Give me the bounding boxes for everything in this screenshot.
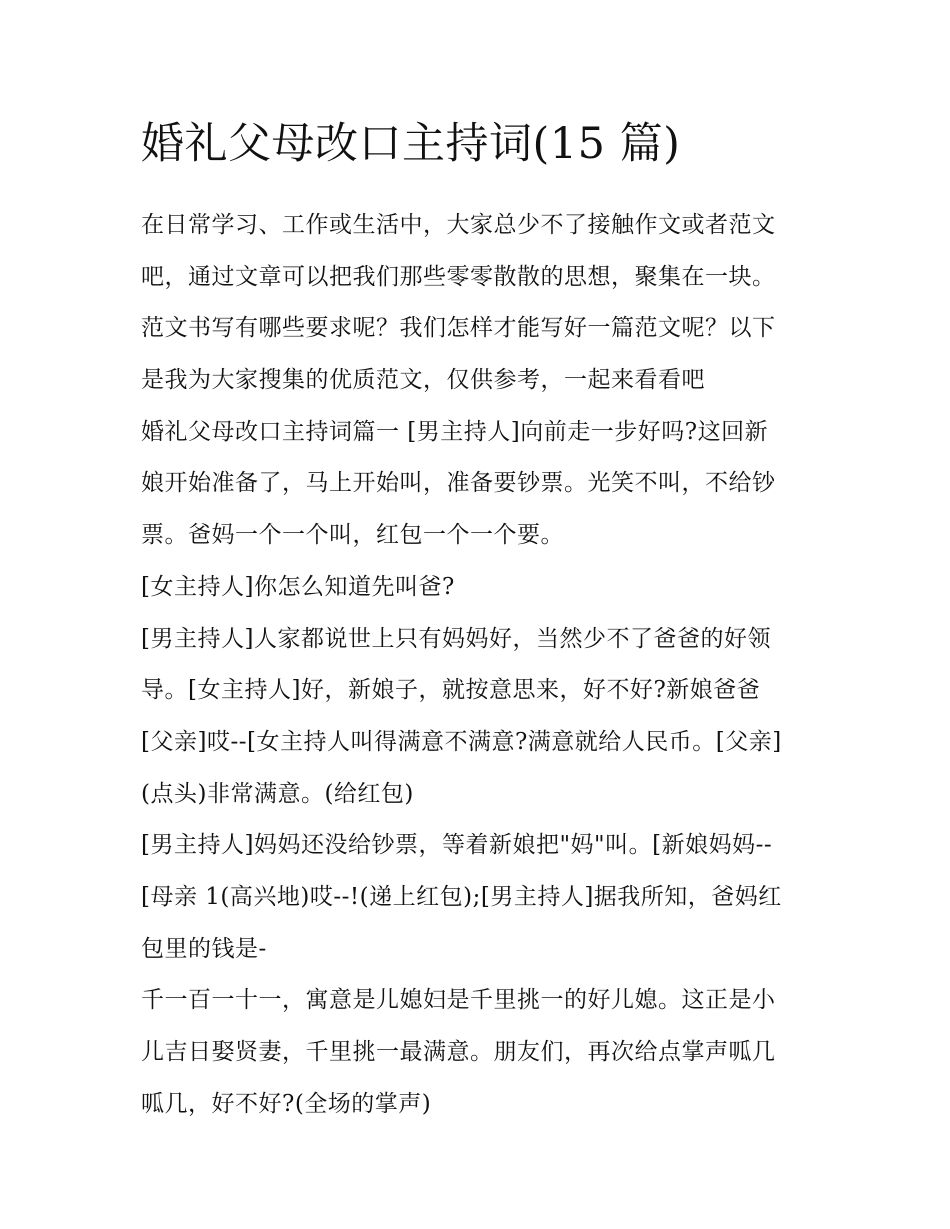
- text-line: [父亲]哎--[女主持人叫得满意不满意?满意就给人民币。[父亲]: [141, 728, 782, 755]
- text-line: [男主持人]妈妈还没给钞票，等着新娘把"妈"叫。[新娘妈妈--: [141, 832, 773, 859]
- document-title: 婚礼父母改口主持词(15 篇): [141, 119, 681, 169]
- text-line: (点头)非常满意。(给红包): [141, 780, 414, 807]
- text-line: 千一百一十一，寓意是儿媳妇是千里挑一的好儿媳。这正是小: [141, 987, 776, 1014]
- text-line: 票。爸妈一个一个叫，红包一个一个要。: [141, 522, 564, 549]
- text-line: [母亲 1(高兴地)哎--!(递上红包);[男主持人]据我所知，爸妈红: [141, 883, 782, 910]
- text-line: [男主持人]人家都说世上只有妈妈好，当然少不了爸爸的好领: [141, 625, 771, 652]
- text-line: 呱几，好不好?(全场的掌声): [141, 1090, 432, 1117]
- text-line: 儿吉日娶贤妻，千里挑一最满意。朋友们，再次给点掌声呱几: [141, 1039, 776, 1065]
- text-line: 吧，通过文章可以把我们那些零零散散的思想，聚集在一块。: [141, 263, 776, 290]
- text-line: 是我为大家搜集的优质范文，仅供参考，一起来看看吧: [141, 367, 705, 394]
- text-line: 范文书写有哪些要求呢？我们怎样才能写好一篇范文呢？以下: [141, 315, 776, 342]
- text-line: 婚礼父母改口主持词篇一 [男主持人]向前走一步好吗?这回新: [141, 418, 769, 445]
- text-line: 包里的钱是-: [141, 935, 267, 962]
- document-body: [141, 200, 821, 1130]
- text-line: [女主持人]你怎么知道先叫爸?: [141, 573, 455, 600]
- text-line: 导。[女主持人]好，新娘子，就按意思来，好不好?新娘爸爸: [141, 677, 761, 704]
- text-line: 在日常学习、工作或生活中，大家总少不了接触作文或者范文: [141, 212, 776, 238]
- text-line: 娘开始准备了，马上开始叫，准备要钞票。光笑不叫，不给钞: [141, 470, 776, 497]
